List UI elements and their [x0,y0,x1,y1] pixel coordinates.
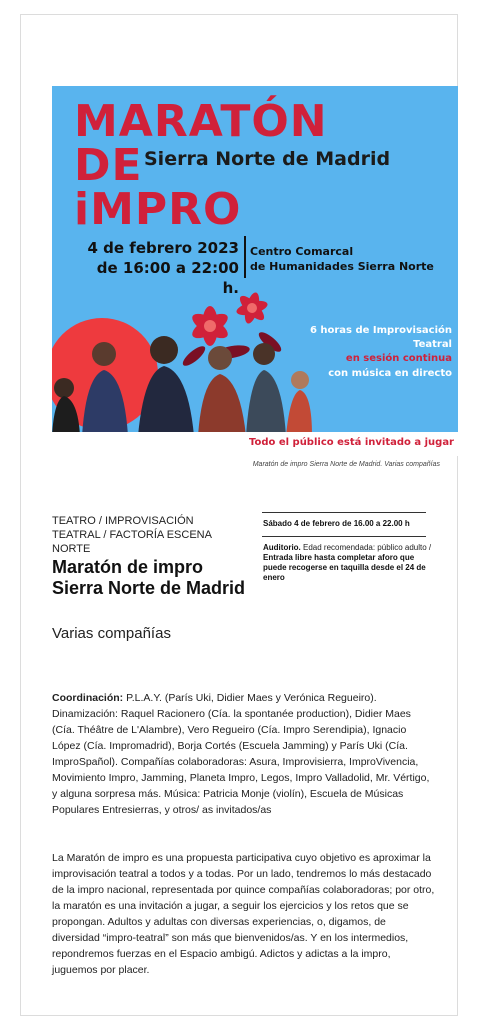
sidebar-rule-middle [262,536,426,537]
poster-venue [250,244,434,274]
poster-tagline-music: con música en directo [328,368,452,379]
poster-tagline-hours [280,324,452,366]
poster-title-line3: iMPRO [74,184,242,235]
poster-tagline-invite: Todo el público está invitado a jugar [248,437,454,448]
performers-photo [52,336,312,436]
sidebar-venue: Auditorio. [263,543,301,552]
sidebar-info [263,543,433,583]
event-subtitle: Varias compañías [52,625,171,642]
poster-title-line2: DE [74,140,143,191]
poster-divider [244,236,246,278]
credits-text: P.L.A.Y. (París Uki, Didier Maes y Verónica Regueiro). Dinamización: Raquel Racionero (Cía. la spontanée production), Didier Maes (Cía. Théâtre de L'Alambre), Vero Regueiro (Cía. Impro Serendipia), Ignacio López (Cía. Impromadrid), Borja Cortés (Escuela Jamming) y París Uki (Cía. ImproSpañol). Compañías colaboradoras: Asura, Improvisierra, ImproVivencia, Movimiento Impro, Jamming, Planeta Impro, Legos, Impro Valladolid, Mr. Vértigo, y alguna sorpresa más. Música: Patricia Monje (violín), Escuela de Músicas Populares Entresierras, y otros/ as invitados/as [52,692,430,816]
event-poster [52,86,458,456]
poster-venue-line2: de Humanidades Sierra Norte [250,260,434,273]
poster-date-line1: 4 de febrero 2023 [87,239,239,257]
poster-date-line2: de 16:00 a 22:00 h. [96,259,239,297]
credits-paragraph [52,690,436,818]
poster-region: Sierra Norte de Madrid [144,148,391,170]
poster-caption: Maratón de impro Sierra Norte de Madrid. Varias compañías [252,461,440,468]
sidebar-age: Edad recomendada: público adulto / [303,543,432,552]
poster-tagline-hours-line1: 6 horas de Improvisación Teatral [309,325,452,350]
description-paragraph: La Maratón de impro es una propuesta participativa cuyo objetivo es aproximar la improvisación teatral a todos y a todas. Por un lado, tendremos lo más destacado de la impro nacional, representada por quince compañías colaboradoras; por otro, la maratón es una invitación a jugar, a seguir los ejercicios y los retos que se propongan. Adultos y adultas con diversas experiencias, o, digamos, de diversidad “impro-teatral” son más que bienvenidos/as. Y en los intermedios, repondremos fuerzas en el Espacio ambigú. Adictos y adictas a la impro, juguemos por placer. [52,852,435,976]
event-title: Maratón de impro Sierra Norte de Madrid [52,557,246,598]
credits-label: Coordinación: [52,692,124,704]
poster-tagline-hours-line2: en sesión continua [345,353,452,364]
sidebar-entry: Entrada libre hasta completar aforo que puede recogerse en taquilla desde el 24 de enero [263,553,426,582]
poster-title-line1: MARATÓN [74,96,328,147]
poster-venue-line1: Centro Comarcal [250,245,354,258]
sidebar-date: Sábado 4 de febrero de 16.00 a 22.00 h [263,519,410,528]
sidebar-rule-top [262,512,426,513]
event-category: TEATRO / IMPROVISACIÓN TEATRAL / FACTORÍA ESCENA NORTE [52,515,212,555]
